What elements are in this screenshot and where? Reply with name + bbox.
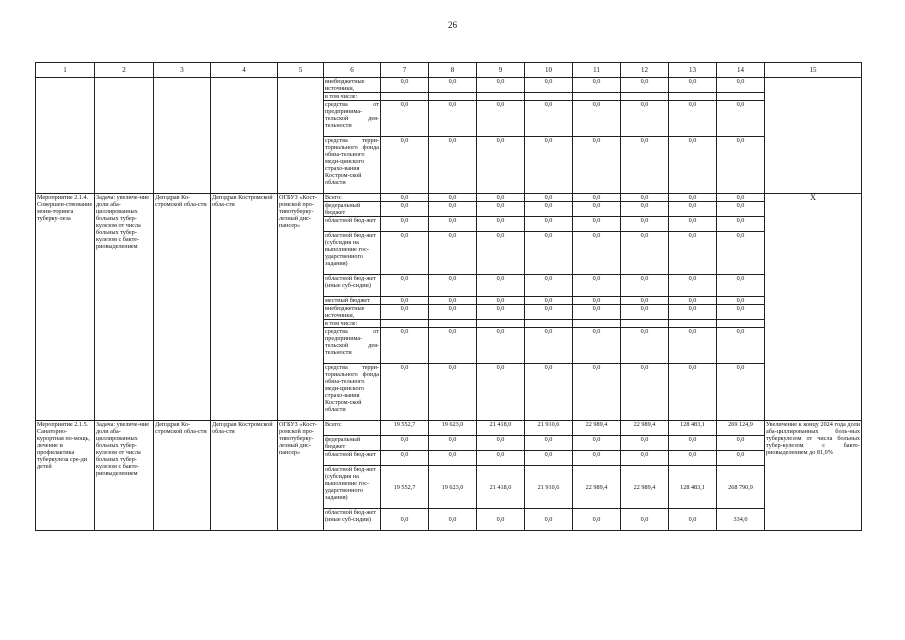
col-7: 7 [381, 63, 429, 78]
value-cell: 0,0 [669, 202, 717, 217]
value-cell: 0,0 [525, 202, 573, 217]
source-label: местный бюджет [324, 297, 381, 305]
col-15: 15 [765, 63, 862, 78]
value-cell: 0,0 [477, 217, 525, 232]
task-text: Задача: увеличе-ние доли аба-циллированных больных тубер-кулезом от числа больных тубер-кулезом с бакте-риовыделением [95, 194, 154, 421]
col-12: 12 [621, 63, 669, 78]
value-cell: 19 623,0 [429, 421, 477, 436]
value-cell: 0,0 [573, 364, 621, 421]
value-cell: 0,0 [429, 101, 477, 137]
value-cell: 0,0 [429, 217, 477, 232]
value-cell: 268 790,9 [717, 466, 765, 509]
measure-title: Мероприятие 2.1.4. Совершен-ствование мони-торинга туберку-леза [36, 194, 95, 421]
value-cell: 22 989,4 [573, 421, 621, 436]
coordinator-text: Депздрав Костромской обла-сти [211, 421, 278, 531]
value-cell: 0,0 [477, 328, 525, 364]
value-cell: 19 623,0 [429, 466, 477, 509]
value-cell: 0,0 [573, 328, 621, 364]
value-cell: 0,0 [573, 297, 621, 305]
value-cell: 0,0 [525, 451, 573, 466]
col-6: 6 [324, 63, 381, 78]
value-cell: 0,0 [525, 305, 573, 320]
page-number: 26 [448, 20, 457, 30]
value-cell: 0,0 [717, 364, 765, 421]
value-cell: 22 989,4 [621, 466, 669, 509]
value-cell: 21 418,0 [477, 421, 525, 436]
value-cell: 19 552,7 [381, 421, 429, 436]
customer-text: Депздрав Ко-стромской обла-сти [154, 421, 211, 531]
value-cell: 0,0 [429, 305, 477, 320]
value-cell: 0,0 [381, 509, 429, 531]
value-cell: 0,0 [717, 328, 765, 364]
value-cell: 0,0 [525, 328, 573, 364]
value-cell: 0,0 [381, 275, 429, 297]
value-cell: 0,0 [717, 101, 765, 137]
value-cell: 0,0 [429, 202, 477, 217]
value-cell: 21 418,0 [477, 466, 525, 509]
value-cell: 0,0 [621, 101, 669, 137]
source-label: Всего: [324, 421, 381, 436]
coordinator-text: Депздрав Костромской обла-сти [211, 194, 278, 421]
source-label: областной бюд-жет (субсидия на выполнение гос-ударственного задания) [324, 232, 381, 275]
value-cell: 0,0 [573, 202, 621, 217]
value-cell: 22 989,4 [573, 466, 621, 509]
value-cell: 0,0 [525, 275, 573, 297]
value-cell: 0,0 [477, 137, 525, 194]
value-cell: 19 552,7 [381, 466, 429, 509]
value-cell: 0,0 [717, 202, 765, 217]
value-cell: 0,0 [621, 436, 669, 451]
value-cell: 0,0 [429, 78, 477, 93]
value-cell: 0,0 [477, 194, 525, 202]
value-cell: 0,0 [573, 101, 621, 137]
value-cell: 0,0 [621, 78, 669, 93]
value-cell: 0,0 [525, 232, 573, 275]
value-cell: 0,0 [429, 137, 477, 194]
value-cell: 21 910,6 [525, 421, 573, 436]
column-number-row [36, 63, 862, 78]
value-cell: 269 124,9 [717, 421, 765, 436]
value-cell: 0,0 [477, 297, 525, 305]
empty-cell [765, 78, 862, 194]
value-cell: 0,0 [477, 78, 525, 93]
value-cell: 0,0 [717, 275, 765, 297]
col-1: 1 [36, 63, 95, 78]
value-cell: 128 483,1 [669, 421, 717, 436]
value-cell: 0,0 [669, 232, 717, 275]
value-cell: 0,0 [621, 364, 669, 421]
value-cell: 0,0 [525, 297, 573, 305]
value-cell: 0,0 [717, 436, 765, 451]
value-cell: 0,0 [669, 305, 717, 320]
value-cell: 0,0 [573, 217, 621, 232]
col-10: 10 [525, 63, 573, 78]
col-14: 14 [717, 63, 765, 78]
empty-cell [95, 78, 154, 194]
value-cell: 0,0 [381, 202, 429, 217]
source-label: средства терри-ториального фонда обяза-тельного меди-цинского страхо-вания Костром-ской области [324, 137, 381, 194]
source-label: федеральный бюджет [324, 436, 381, 451]
empty-cell [154, 78, 211, 194]
value-cell: 0,0 [429, 509, 477, 531]
measure-title: Мероприятие 2.1.5. Санаторно-курортная по-мощь, лечение и профилактика туберкулеза сре-ди детей [36, 421, 95, 531]
value-cell: 0,0 [381, 137, 429, 194]
value-cell: 0,0 [621, 305, 669, 320]
value-cell: 0,0 [477, 101, 525, 137]
value-cell: 21 910,6 [525, 466, 573, 509]
value-cell: 0,0 [669, 137, 717, 194]
value-cell: 0,0 [573, 137, 621, 194]
value-cell: 0,0 [621, 297, 669, 305]
value-cell: 334,0 [717, 509, 765, 531]
value-cell: 0,0 [669, 194, 717, 202]
value-cell: 0,0 [669, 364, 717, 421]
source-label: областной бюд-жет (иные суб-сидии) [324, 275, 381, 297]
value-cell: 0,0 [717, 137, 765, 194]
value-cell: 0,0 [621, 217, 669, 232]
value-cell: 0,0 [525, 436, 573, 451]
col-8: 8 [429, 63, 477, 78]
table-row [36, 421, 862, 436]
value-cell: 0,0 [621, 328, 669, 364]
value-cell: 0,0 [573, 194, 621, 202]
value-cell: 0,0 [477, 509, 525, 531]
value-cell: 0,0 [381, 217, 429, 232]
value-cell: 0,0 [429, 328, 477, 364]
value-cell: 0,0 [381, 436, 429, 451]
value-cell: 0,0 [717, 217, 765, 232]
value-cell: 0,0 [621, 232, 669, 275]
value-cell: 0,0 [573, 509, 621, 531]
value-cell: 0,0 [477, 232, 525, 275]
empty-cell [278, 78, 324, 194]
table-row [36, 78, 862, 93]
empty-cell [36, 78, 95, 194]
value-cell: 0,0 [525, 101, 573, 137]
value-cell: 0,0 [621, 509, 669, 531]
value-cell: 0,0 [669, 275, 717, 297]
budget-table [35, 62, 862, 531]
value-cell: 0,0 [381, 101, 429, 137]
value-cell: 0,0 [477, 364, 525, 421]
value-cell: 0,0 [429, 194, 477, 202]
value-cell: 0,0 [717, 232, 765, 275]
source-label: областной бюд-жет (иные суб-сидии) [324, 509, 381, 531]
value-cell: 0,0 [477, 275, 525, 297]
col-9: 9 [477, 63, 525, 78]
source-label: внебюджетные источники, [324, 305, 381, 320]
table-row [36, 194, 862, 202]
value-cell: 0,0 [573, 232, 621, 275]
executor-text: ОГБУЗ «Кост-ромской про-тивотуберку-лезный дис-пансер» [278, 421, 324, 531]
value-cell: 0,0 [621, 451, 669, 466]
value-cell: 0,0 [717, 194, 765, 202]
value-cell: 0,0 [429, 297, 477, 305]
value-cell: 0,0 [573, 436, 621, 451]
value-cell: 0,0 [717, 297, 765, 305]
value-cell: 0,0 [525, 509, 573, 531]
value-cell: 0,0 [669, 328, 717, 364]
value-cell: 0,0 [381, 451, 429, 466]
value-cell: 22 989,4 [621, 421, 669, 436]
col-13: 13 [669, 63, 717, 78]
source-label: средства от предпринима-тельской дея-тельности [324, 328, 381, 364]
value-cell: 0,0 [717, 78, 765, 93]
col-3: 3 [154, 63, 211, 78]
source-label: Всего: [324, 194, 381, 202]
result-text: Х [765, 194, 862, 421]
value-cell: 0,0 [477, 305, 525, 320]
value-cell: 0,0 [477, 202, 525, 217]
value-cell: 0,0 [669, 436, 717, 451]
source-label: средства от предпринима-тельской дея-тельности [324, 101, 381, 137]
value-cell: 0,0 [669, 509, 717, 531]
value-cell: 0,0 [429, 364, 477, 421]
source-label: федеральный бюджет [324, 202, 381, 217]
source-label: областной бюд-жет [324, 217, 381, 232]
col-4: 4 [211, 63, 278, 78]
value-cell: 0,0 [477, 451, 525, 466]
value-cell: 0,0 [381, 364, 429, 421]
value-cell: 0,0 [669, 78, 717, 93]
value-cell: 0,0 [573, 305, 621, 320]
customer-text: Депздрав Ко-стромской обла-сти [154, 194, 211, 421]
value-cell: 0,0 [429, 232, 477, 275]
result-text: Увеличение к концу 2024 года доли аба-циллированных боль-ных туберкулезом от числа больных тубер-кулезом с бакте-риовыделением до 81,0% [765, 421, 862, 531]
value-cell: 0,0 [429, 451, 477, 466]
value-cell: 0,0 [621, 202, 669, 217]
value-cell: 0,0 [669, 101, 717, 137]
source-label: областной бюд-жет (субсидия на выполнение гос-ударственного задания) [324, 466, 381, 509]
value-cell: 0,0 [381, 232, 429, 275]
col-11: 11 [573, 63, 621, 78]
value-cell: 0,0 [525, 364, 573, 421]
value-cell: 0,0 [573, 78, 621, 93]
value-cell: 0,0 [525, 217, 573, 232]
value-cell: 0,0 [621, 275, 669, 297]
empty-cell [211, 78, 278, 194]
value-cell: 0,0 [717, 305, 765, 320]
value-cell: 0,0 [573, 275, 621, 297]
value-cell: 0,0 [381, 305, 429, 320]
value-cell: 0,0 [717, 451, 765, 466]
source-label: областной бюд-жет [324, 451, 381, 466]
col-2: 2 [95, 63, 154, 78]
value-cell: 0,0 [621, 194, 669, 202]
task-text: Задача: увеличе-ние доли аба-циллированных больных тубер-кулезом от числа больных тубер-кулезом с бакте-риовыделением [95, 421, 154, 531]
value-cell: 0,0 [573, 451, 621, 466]
value-cell: 0,0 [525, 137, 573, 194]
value-cell: 0,0 [621, 137, 669, 194]
value-cell: 0,0 [429, 275, 477, 297]
value-cell: 0,0 [669, 217, 717, 232]
value-cell: 0,0 [381, 297, 429, 305]
value-cell: 0,0 [381, 78, 429, 93]
source-label: в том числе: [324, 93, 381, 101]
value-cell: 0,0 [429, 436, 477, 451]
value-cell: 0,0 [477, 436, 525, 451]
value-cell: 0,0 [525, 78, 573, 93]
value-cell: 0,0 [669, 451, 717, 466]
value-cell: 0,0 [381, 328, 429, 364]
value-cell: 0,0 [669, 297, 717, 305]
source-label: внебюджетные источники, [324, 78, 381, 93]
source-label: средства терри-ториального фонда обяза-тельного меди-цинского страхо-вания Костром-ской области [324, 364, 381, 421]
value-cell: 0,0 [525, 194, 573, 202]
value-cell: 0,0 [381, 194, 429, 202]
value-cell: 128 483,1 [669, 466, 717, 509]
executor-text: ОГБУЗ «Кост-ромской про-тивотуберку-лезный дис-пансер» [278, 194, 324, 421]
source-label: в том числе: [324, 320, 381, 328]
col-5: 5 [278, 63, 324, 78]
